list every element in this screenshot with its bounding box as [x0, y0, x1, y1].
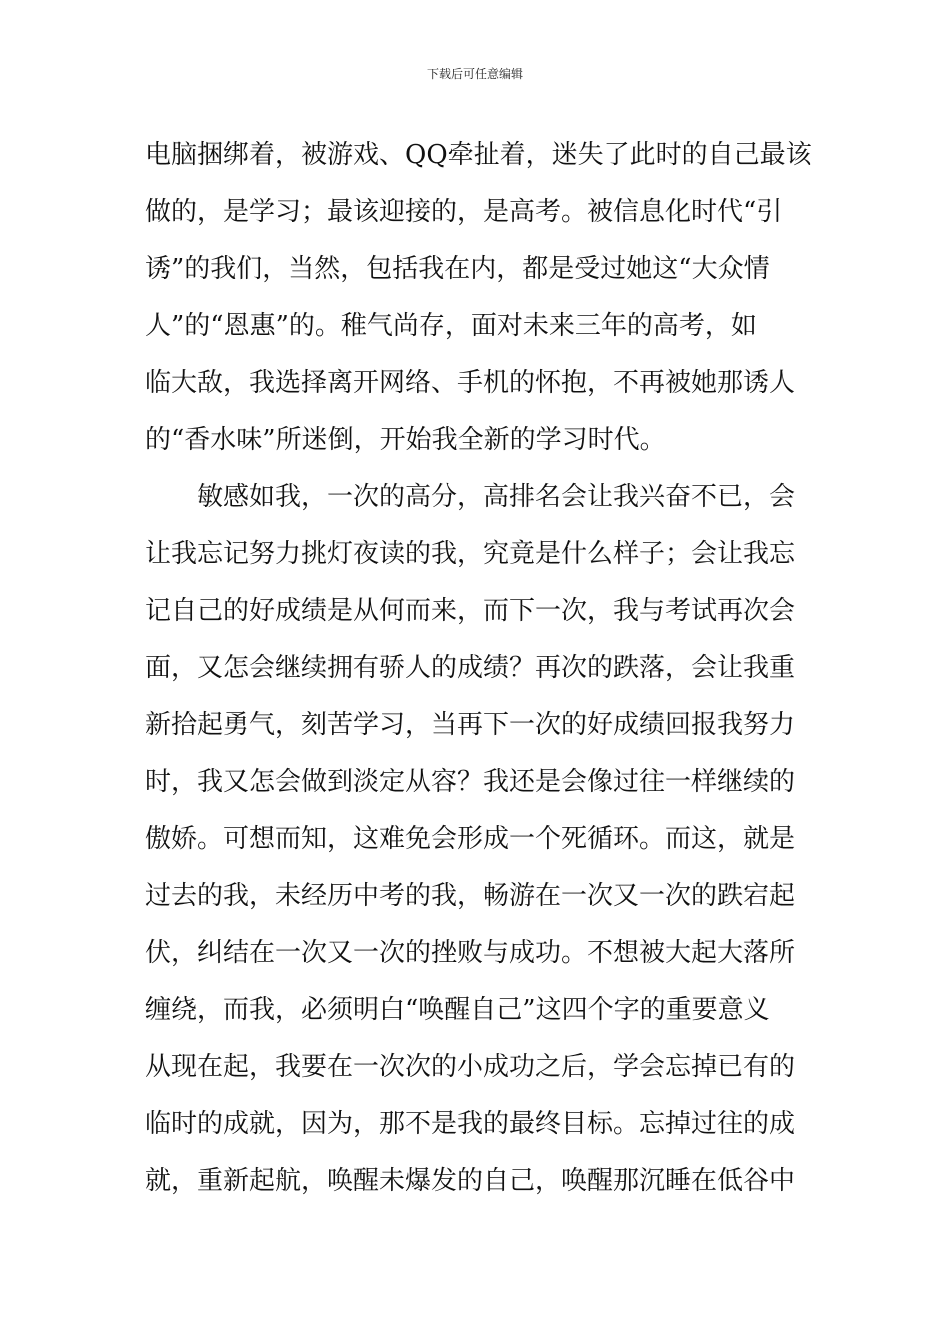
- text-line: 新拾起勇气，刻苦学习，当再下一次的好成绩回报我努力: [145, 710, 796, 740]
- text-line: 面，又怎会继续拥有骄人的成绩？再次的跌落，会让我重: [145, 653, 796, 683]
- text-line: 做的，是学习；最该迎接的，是高考。被信息化时代“引: [145, 197, 783, 227]
- text-line: 记自己的好成绩是从何而来，而下一次，我与考试再次会: [145, 596, 796, 626]
- text-line: 诱”的我们，当然，包括我在内，都是受过她这“大众情: [145, 254, 770, 284]
- text-line: 人”的“恩惠”的。稚气尚存，面对未来三年的高考，如: [145, 311, 757, 341]
- page-header: 下载后可任意编辑: [426, 67, 523, 81]
- text-line: 从现在起，我要在一次次的小成功之后，学会忘掉已有的: [145, 1052, 796, 1082]
- text-line: 时，我又怎会做到淡定从容？我还是会像过往一样继续的: [145, 767, 796, 797]
- text-line: 傲娇。可想而知，这难免会形成一个死循环。而这，就是: [145, 824, 796, 854]
- text-line: 让我忘记努力挑灯夜读的我，究竟是什么样子；会让我忘: [145, 539, 796, 569]
- text-line: 伏，纠结在一次又一次的挫败与成功。不想被大起大落所: [145, 938, 796, 968]
- text-line: 临大敌，我选择离开网络、手机的怀抱，不再被她那诱人: [145, 368, 796, 398]
- text-line: 临时的成就，因为，那不是我的最终目标。忘掉过往的成: [145, 1109, 796, 1139]
- document-body: [145, 127, 815, 1210]
- text-line: 电脑捆绑着，被游戏、QQ牵扯着，迷失了此时的自己最该: [145, 140, 812, 170]
- text-line: 的“香水味”所迷倒，开始我全新的学习时代。: [145, 425, 666, 455]
- text-line: 缠绕，而我，必须明白“唤醒自己”这四个字的重要意义: [145, 995, 770, 1025]
- text-line: 就，重新起航，唤醒未爆发的自己，唤醒那沉睡在低谷中: [145, 1166, 796, 1196]
- text-line: 敏感如我，一次的高分，高排名会让我兴奋不已，会: [197, 482, 796, 512]
- text-line: 过去的我，未经历中考的我，畅游在一次又一次的跌宕起: [145, 881, 796, 911]
